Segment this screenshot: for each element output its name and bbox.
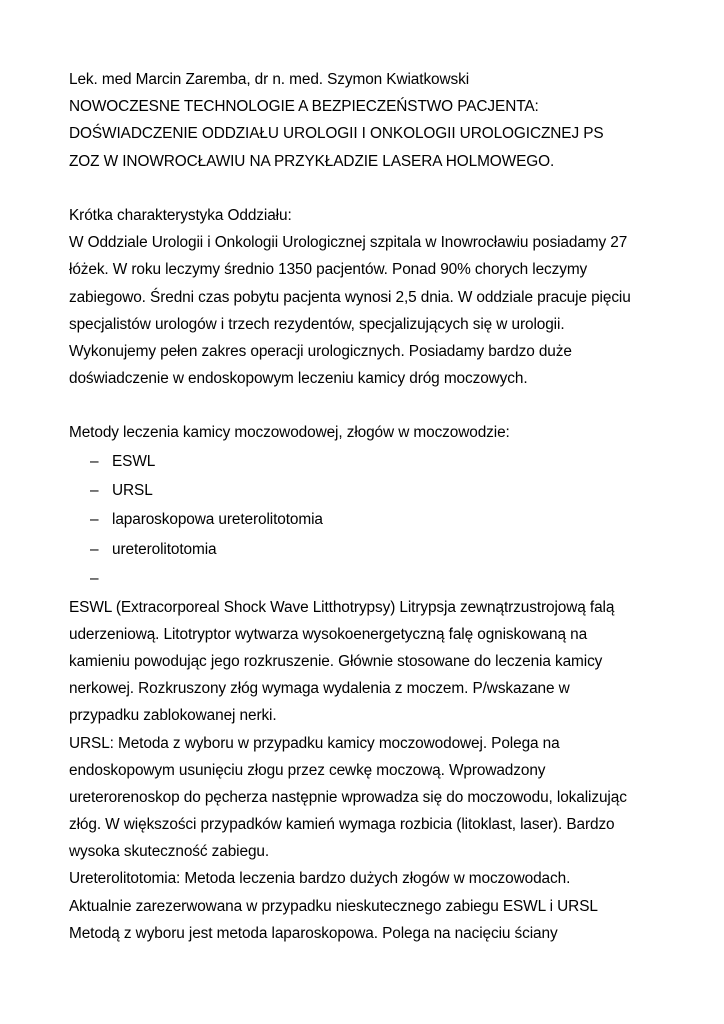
characteristics-line: łóżek. W roku leczymy średnio 1350 pacjentów. Ponad 90% chorych leczymy: [69, 261, 588, 279]
list-item-text: ureterolitotomia: [112, 540, 217, 558]
list-item: [69, 505, 669, 534]
paragraph-spacer: [69, 392, 669, 419]
eswl-line: uderzeniową. Litotryptor wytwarza wysokoenergetyczną falę ogniskowaną na: [69, 625, 588, 643]
eswl-line: kamieniu powodując jego rozkruszenie. Głównie stosowane do leczenia kamicy: [69, 652, 603, 670]
list-item: [69, 447, 669, 476]
ursl-line: URSL: Metoda z wyboru w przypadku kamicy moczowodowej. Polega na: [69, 734, 560, 752]
list-item: [69, 564, 669, 593]
ureterolitotomia-line: Aktualnie zarezerwowana w przypadku nieskutecznego zabiegu ESWL i URSL: [69, 897, 598, 915]
title-line-3: ZOZ W INOWROCŁAWIU NA PRZYKŁADZIE LASERA HOLMOWEGO.: [69, 152, 555, 170]
characteristics-line: zabiegowo. Średni czas pobytu pacjenta wynosi 2,5 dnia. W oddziale pracuje pięciu: [69, 288, 631, 306]
authors-line: Lek. med Marcin Zaremba, dr n. med. Szymon Kwiatkowski: [69, 71, 470, 88]
section-heading-methods: Metody leczenia kamicy moczowodowej, złogów w moczowodzie:: [69, 424, 510, 442]
eswl-line: ESWL (Extracorporeal Shock Wave Litthotrypsy) Litrypsja zewnątrzustrojową falą: [69, 598, 615, 616]
ursl-line: złóg. W większości przypadków kamień wymaga rozbicia (litoklast, laser). Bardzo: [69, 816, 615, 834]
title-line-2: DOŚWIADCZENIE ODDZIAŁU UROLOGII I ONKOLOGII UROLOGICZNEJ PS: [69, 125, 604, 143]
list-item-text: ESWL: [112, 452, 156, 470]
ursl-line: ureterorenoskop do pęcherza następnie wprowadza się do moczowodu, lokalizując: [69, 788, 627, 806]
section-heading-characteristics: Krótka charakterystyka Oddziału:: [69, 206, 292, 224]
dash-bullet: –: [90, 482, 99, 500]
dash-bullet: –: [90, 511, 99, 529]
characteristics-line: specjalistów urologów i trzech rezydentów, specjalizujących się w urologii.: [69, 315, 565, 333]
eswl-line: przypadku zablokowanej nerki.: [69, 707, 277, 725]
ursl-line: wysoka skuteczność zabiegu.: [69, 843, 270, 861]
characteristics-line: Wykonujemy pełen zakres operacji urologicznych. Posiadamy bardzo duże: [69, 342, 572, 360]
characteristics-line: doświadczenie w endoskopowym leczeniu kamicy dróg moczowych.: [69, 370, 528, 388]
list-item: [69, 535, 669, 564]
dash-bullet: –: [90, 570, 99, 588]
dash-bullet: –: [90, 540, 99, 558]
methods-list: [69, 447, 669, 594]
document-body: [69, 66, 669, 947]
eswl-line: nerkowej. Rozkruszony złóg wymaga wydalenia z moczem. P/wskazane w: [69, 680, 570, 698]
title-line-1: NOWOCZESNE TECHNOLOGIE A BEZPIECZEŃSTWO PACJENTA:: [69, 98, 539, 116]
paragraph-spacer: [69, 175, 669, 202]
list-item-text: URSL: [112, 482, 153, 500]
ursl-line: endoskopowym usunięciu złogu przez cewkę moczową. Wprowadzony: [69, 761, 546, 779]
list-item: [69, 476, 669, 505]
characteristics-line: W Oddziale Urologii i Onkologii Urologicznej szpitala w Inowrocławiu posiadamy 27: [69, 234, 628, 252]
dash-bullet: –: [90, 452, 99, 470]
ureterolitotomia-line: Metodą z wyboru jest metoda laparoskopowa. Polega na nacięciu ściany: [69, 924, 558, 942]
ureterolitotomia-line: Ureterolitotomia: Metoda leczenia bardzo dużych złogów w moczowodach.: [69, 870, 571, 888]
list-item-text: laparoskopowa ureterolitotomia: [112, 511, 323, 529]
